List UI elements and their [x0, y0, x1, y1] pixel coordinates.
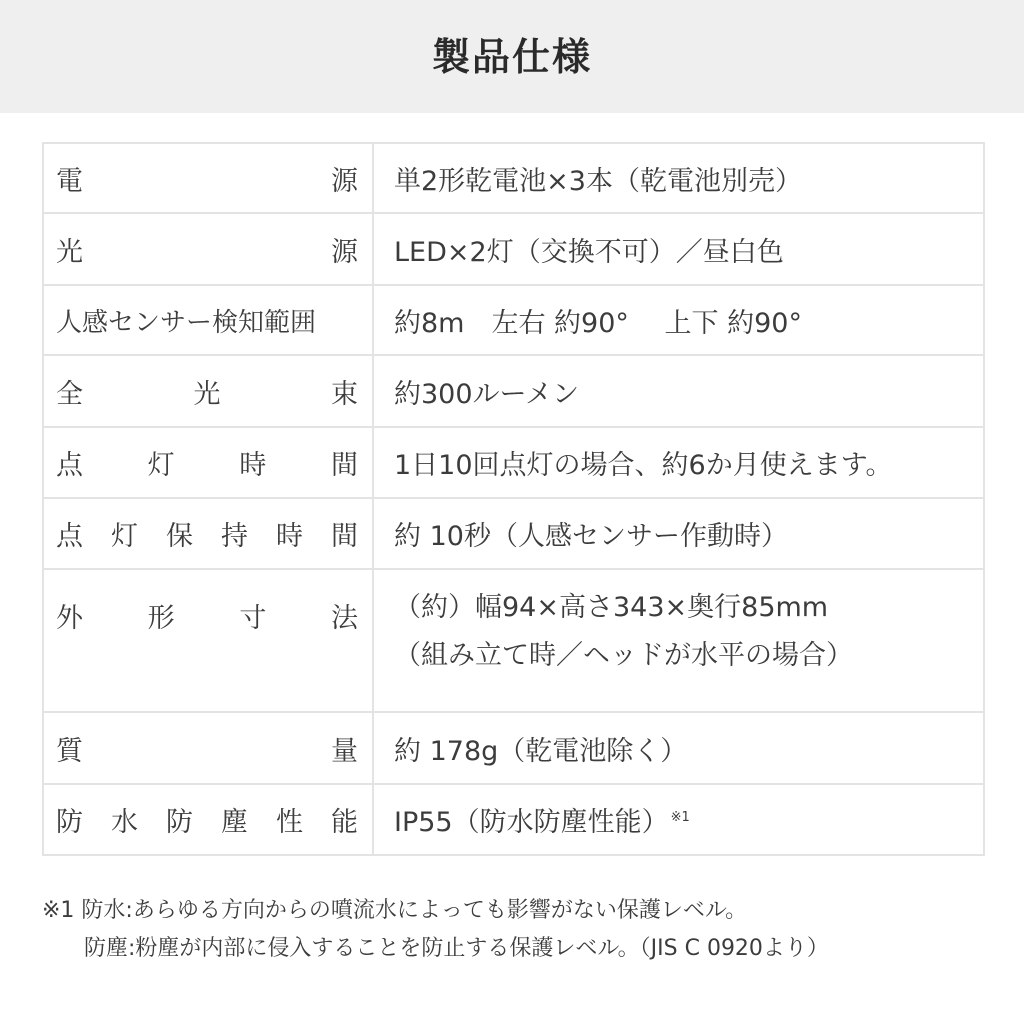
spec-value: 約300ルーメン	[373, 355, 984, 427]
spec-value: LED×2灯（交換不可）／昼白色	[373, 213, 984, 285]
header-bar	[0, 0, 1024, 113]
table-row	[43, 712, 984, 784]
table-row	[43, 213, 984, 285]
spec-value: 約 178g（乾電池除く）	[373, 712, 984, 784]
spec-label: 点 灯 時 間	[43, 427, 373, 498]
spec-label: 電 源	[43, 143, 373, 213]
spec-value: 単2形乾電池×3本（乾電池別売）	[373, 143, 984, 213]
table-row	[43, 498, 984, 569]
spec-label: 光 源	[43, 213, 373, 285]
spec-value: 約8m 左右 約90° 上下 約90°	[373, 285, 984, 355]
table-row	[43, 285, 984, 355]
footnote	[42, 892, 1002, 968]
table-row	[43, 569, 984, 712]
table-row	[43, 143, 984, 213]
page-title: 製品仕様	[431, 34, 592, 79]
table-row	[43, 427, 984, 498]
spec-value: IP55（防水防塵性能） $^{※1}$	[373, 784, 984, 855]
table-row	[43, 784, 984, 855]
spec-label: 点 灯 保 持 時 間	[43, 498, 373, 569]
footnote-marker: ※1	[670, 810, 690, 825]
spec-table	[42, 142, 985, 856]
footnote-line: 防塵:粉塵が内部に侵入することを防止する保護レベル。（JIS C 0920より）	[84, 936, 829, 961]
spec-label: 防 水 防 塵 性 能	[43, 784, 373, 855]
footnote-line: ※1 防水:あらゆる方向からの噴流水によっても影響がない保護レベル。	[42, 898, 748, 923]
spec-value: 1日10回点灯の場合、約6か月使えます。	[373, 427, 984, 498]
table-row	[43, 355, 984, 427]
spec-label: 人感センサー検知範囲	[43, 285, 373, 355]
spec-value: （約）幅94×高さ343×奥行85mm （組み立て時／ヘッドが水平の場合）	[373, 569, 984, 712]
spec-label: 質 量	[43, 712, 373, 784]
spec-label: 全 光 束	[43, 355, 373, 427]
spec-label: 外 形 寸 法	[43, 569, 373, 712]
spec-value: 約 10秒（人感センサー作動時）	[373, 498, 984, 569]
